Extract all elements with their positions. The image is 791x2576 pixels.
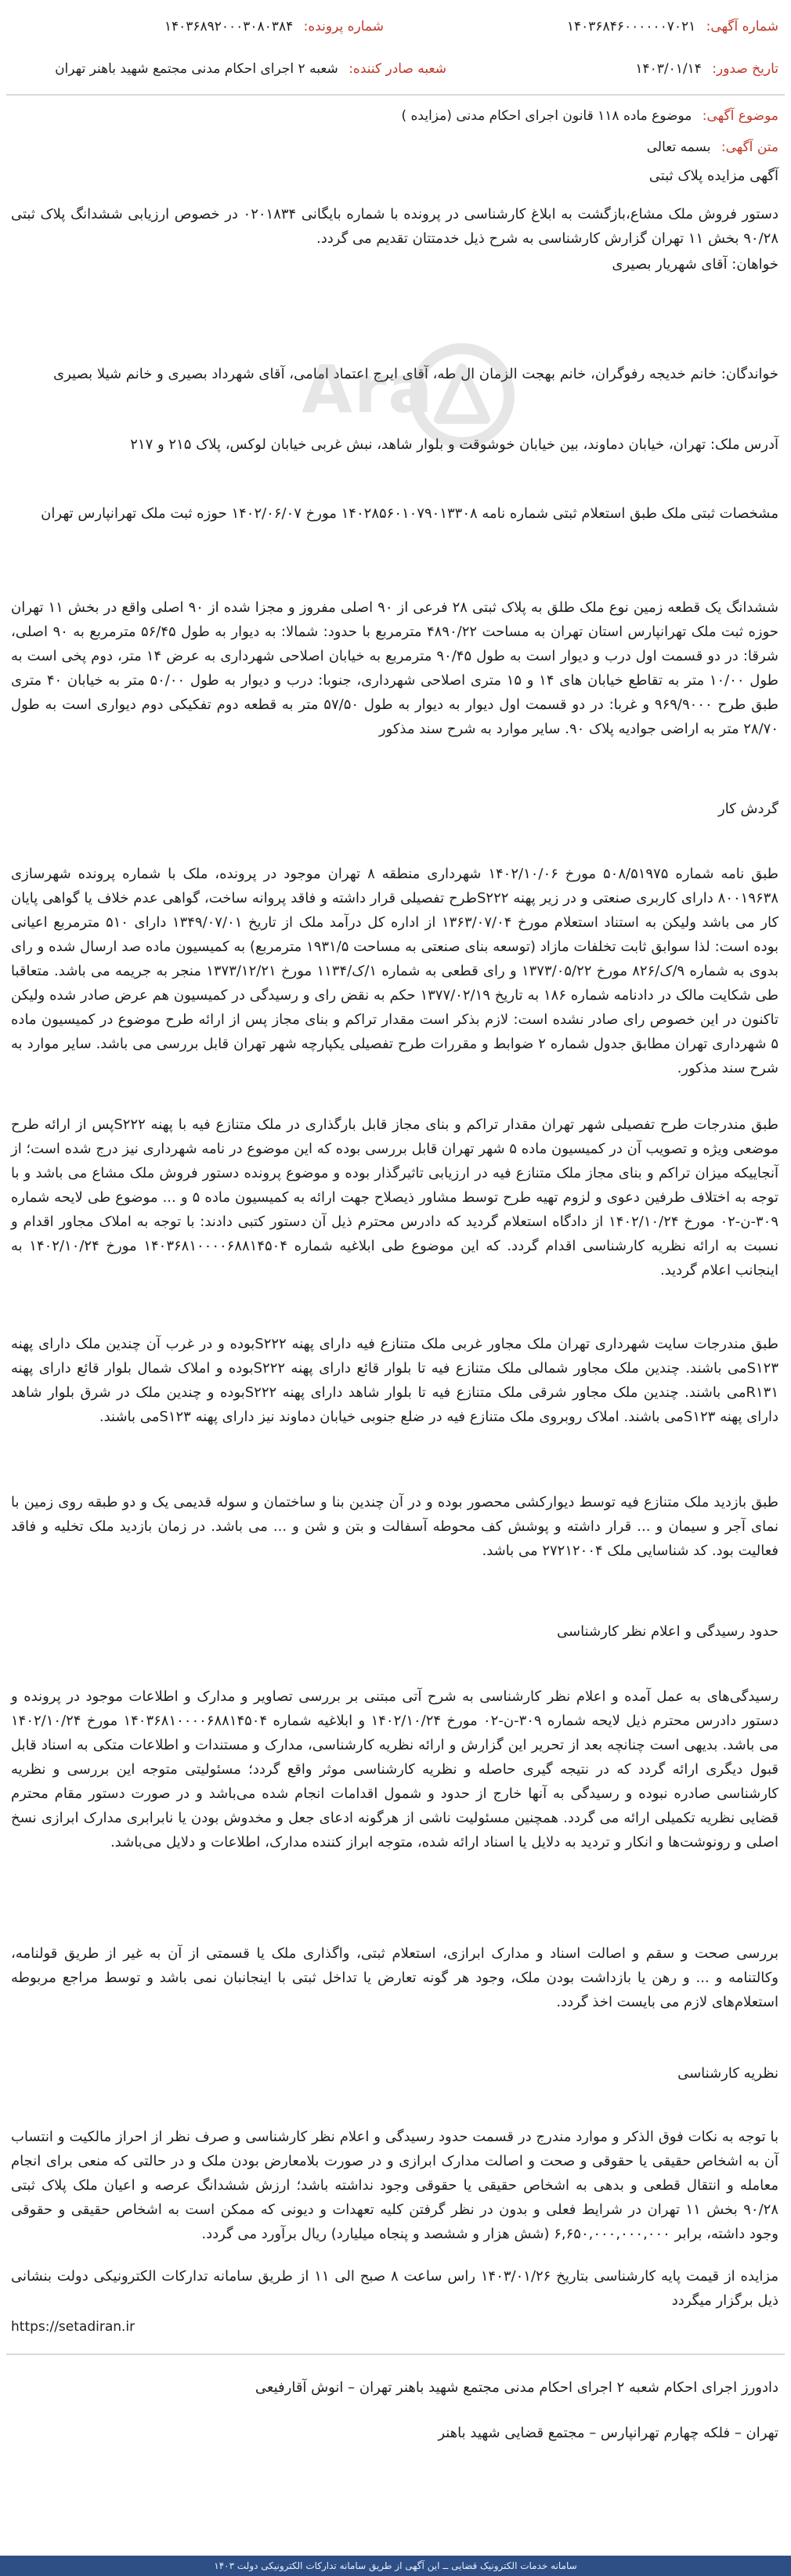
paragraph-gardesh-kar: طبق نامه شماره ۵۰۸/۵۱۹۷۵ مورخ ۱۴۰۲/۱۰/۰۶ شهرداری منطقه ۸ تهران موجود در پرونده، ملک با شماره پرونده شهرسازی ۸۰۰۱۹۶۳۸ دارای کاربری صنعتی و در زیر پهنه S۲۲۲طرح تفصیلی قرار داشته و فاقد پروانه ساخت، گواهی عدم خلاف یا گواهی پایان کار می باشد ولیکن به استناد استعلام مورخ ۱۳۶۳/۰۷/۰۴ از اداره کل درآمد ملک از تاریخ ۱۳۴۹/۰۷/۰۱ دارای ۵۱۰ مترمربع اعیانی بوده است: لذا سوابق ثابت تخلفات مازاد (توسعه بنای صنعتی به مساحت ۱۹۳۱/۵ مترمربع) به کمیسیون ماده صد ارسال شده و رای بدوی به شماره ۹/ک/۸۲۶ مورخ ۱۳۷۳/۰۵/۲۲ و رای قطعی به شماره ۱/ک/۱۱۳۴ مورخ ۱۳۷۳/۱۲/۲۱ منجر به جریمه می باشد. متعاقبا طی شکایت مالک در دادنامه شماره ۱۸۶ به تاریخ ۱۳۷۷/۰۲/۱۹ حکم به نقض رای و رسیدگی در کمیسیون هم عرض صادر شده ولیکن تاکنون در این خصوص رای صادر نشده است: لازم بذکر است مقدار تراکم و بنای مجاز پس از ارائه طرح موضوع در کمیسیون ماده ۵ شهرداری تهران مطابق جدول شماره ۲ ضوابط و مقررات طرح تفصیلی یکپارچه شهر تهران قابل بررسی می باشد. سایر موارد به شرح سند مذکور. [11, 866, 779, 1076]
ad-number [567, 19, 778, 34]
ad-number-value: ۱۴۰۳۶۸۴۶۰۰۰۰۰۰۷۰۲۱ [566, 19, 696, 34]
signer-address-line: تهران – فلکه چهارم تهرانپارس – مجتمع قضایی شهید باهنر [438, 2425, 778, 2441]
defendants-line: خواندگان: خانم خدیجه رفوگران، خانم بهجت الزمان ال طه، آقای ایرج اعتماد امامی، آقای شهرداد بصیری و خانم شیلا بصیری [53, 366, 778, 382]
footer-divider [6, 2353, 785, 2355]
subject-label: موضوع آگهی: [702, 108, 778, 124]
issuing-branch-value: شعبه ۲ اجرای احکام مدنی مجتمع شهید باهنر تهران [55, 61, 338, 77]
description-paragraph: ششدانگ یک قطعه زمین نوع ملک طلق به پلاک ثبتی ۲۸ فرعی از ۹۰ اصلی مفروز و مجزا شده از ۹۰ اصلی واقع در بخش ۱۱ تهران حوزه ثبت ملک تهرانپارس استان تهران به مساحت ۴۸۹۰/۲۲ مترمربع با حدود: شمالا: به دیوار به طول ۵۶/۴۵ مترمربع به ۹۰ اصلی، شرقا: در دو قسمت اول درب و دیوار است به طول ۹۰/۴۵ مترمربع به خیابان اصلاحی شهرداری به عرض ۱۴ متر، دوم پخی است به طول ۱۰/۰۰ متر به تقاطع خیابان های ۱۴ و ۱۵ متری اصلاحی شهرداری، جنوبا: درب و دیوار به طول ۵۰/۰۰ متر به خیابان ۴۰ متری طبق طرح ۹۶۹/۹۰۰۰ و غربا: در دو قسمت اول دیوار به دیوار به طول ۵۷/۵۰ متر به قطعه دوم تفکیکی دوم دیواری است به طول ۲۸/۷۰ متر به اراضی جوادیه پلاک ۹۰. سایر موارد به شرح سند مذکور [11, 599, 779, 737]
paragraph-tarh-tafsili: طبق مندرجات طرح تفصیلی شهر تهران مقدار تراکم و بنای مجاز قابل بارگذاری در ملک متنازع فیه با پهنه S۲۲۲پس از ارائه طرح موضعی ویژه و تصویب آن در کمیسیون ماده ۵ شهر تهران قابل بررسی بوده که این موضوع در نامه شهرداری نیز درج شده است؛ از آنجاییکه میزان تراکم و بنای مجاز ملک متنازع فیه در ارزیابی تاثیرگذار بوده و موضوع پرونده دستور فروش ملک مشاع می باشد و با توجه به اختلاف طرفین دعوی و لزوم تهیه طرح توسط مشاور ذیصلاح جهت ارائه به کمیسیون ماده ۵ و ... موضوع طی لایحه شماره ۳۰۹-ن-۰۲ مورخ ۱۴۰۲/۱۰/۲۴ از دادگاه استعلام گردید که دادرس محترم ذیل آن دستور کتبی دادند: با توجه به املاک مجاور اقدام و نسبت به ارائه نظریه کارشناسی اقدام گردد. که این موضوع طی ابلاغیه شماره ۱۴۰۳۶۸۱۰۰۰۰۶۸۸۱۴۵۰۴ مورخ ۱۴۰۲/۱۰/۲۴ به اینجانب اعلام گردید. [11, 1116, 779, 1279]
claimant-line: خواهان: آقای شهریار بصیری [612, 256, 778, 273]
case-number-label: شماره پرونده: [303, 19, 384, 34]
header-divider [6, 94, 785, 96]
paragraph-mozayede: مزایده از قیمت پایه کارشناسی بتاریخ ۱۴۰۳/۰۱/۲۶ راس ساعت ۸ صبح الی ۱۱ از طریق سامانه تدارکات الکترونیکی دولت بنشانی ذیل برگزار میگردد [11, 2268, 779, 2309]
subject-value: موضوع ماده ۱۱۸ قانون اجرای احکام مدنی (مزایده ) [401, 108, 692, 124]
case-number-value: ۱۴۰۳۶۸۹۲۰۰۰۳۰۸۰۳۸۴ [164, 19, 294, 34]
signer-line: دادورز اجرای احکام شعبه ۲ اجرای احکام مدنی مجتمع شهید باهنر تهران – انوش آقارفیعی [255, 2379, 778, 2396]
issuing-branch-label: شعبه صادر کننده: [349, 61, 446, 77]
heading-gardesh-kar: گردش کار [718, 801, 778, 817]
ad-number-label: شماره آگهی: [706, 19, 778, 34]
issue-date [635, 61, 778, 77]
watermark-text: Ara [302, 351, 435, 428]
issue-date-value: ۱۴۰۳/۰۱/۱۴ [635, 61, 702, 77]
bottom-banner: سامانه خدمات الکترونیک قضایی ــ این آگهی از طریق سامانه تدارکات الکترونیکی دولت ۱۴۰۳ [0, 2556, 791, 2576]
heading-nazarieh: نظریه کارشناسی [677, 2065, 778, 2082]
intro-paragraph: دستور فروش ملک مشاع،بازگشت به ابلاغ کارشناسی در پرونده با شماره بایگانی ۰۲۰۱۸۳۴ در خصوص ارزیابی ششدانگ پلاک ثبتی ۹۰/۲۸ بخش ۱۱ تهران گزارش کارشناسی به شرح ذیل خدمتتان تقدیم می گردد. [11, 206, 778, 247]
address-line: آدرس ملک: تهران، خیابان دماوند، بین خیابان خوشوقت و بلوار شاهد، نبش غربی خیابان لوکس، پلاک ۲۱۵ و ۲۱۷ [130, 436, 778, 453]
besmeh-text: بسمه تعالی [646, 139, 711, 155]
ad-subject [401, 108, 778, 124]
issuing-branch [55, 61, 446, 77]
issue-date-label: تاریخ صدور: [712, 61, 778, 77]
setad-link[interactable]: https://setadiran.ir [11, 2319, 135, 2335]
paragraph-bazdid: طبق بازدید ملک متنازع فیه توسط دیوارکشی محصور بوده و در آن چندین بنا و ساختمان و سوله قدیمی یک و دو طبقه روی زمین با نمای آجر و سیمان و ... قرار داشته و پوشش کف محوطه آسفالت و بتن و شن و ... می باشد. در زمان بازدید ملک تخلیه و فاقد فعالیت بود. کد شناسایی ملک ۲۷۲۱۲۰۰۴ می باشد. [11, 1494, 778, 1559]
ad-body-heading [647, 139, 778, 155]
paragraph-hodud-residegi: رسیدگی‌های به عمل آمده و اعلام نظر کارشناسی به شرح آتی مبتنی بر بررسی تصاویر و مدارک و اطلاعات موجود در پرونده و دستور دادرس محترم ذیل لایحه شماره ۳۰۹-ن-۰۲ مورخ ۱۴۰۲/۱۰/۲۴ و ابلاغیه شماره ۱۴۰۳۶۸۱۰۰۰۰۶۸۸۱۴۵۰۴ مورخ ۱۴۰۲/۱۰/۲۴ می باشد. بدیهی است چنانچه بعد از تحریر این گزارش و ارائه نظریه کارشناسی، مدارک و مستندات و اطلاعات متکی به اسناد قابل قبول دیگری ارائه گردد که در نتیجه گیری حاصله و نظریه کارشناسی موثر واقع گردد؛ مسئولیتی متوجه این بررسی و نظریه کارشناسی صادره نبوده و رسیدگی به آنها خارج از حدود و شمول اقدامات انجام شده می‌باشد و در صورت دستور مقام محترم قضایی نظریه تکمیلی ارائه می گردد. همچنین مسئولیت ناشی از هرگونه ادعای جعل و مخدوش بودن یا نابرابری مدارک ابرازی نسخ اصلی و رونوشت‌ها و انکار و تردید به دلایل یا اسناد ارائه شده، متوجه ابراز کننده مدارک، اطلاعات و دلایل می‌باشد. [11, 1688, 778, 1851]
paragraph-nazarieh: با توجه به نکات فوق الذکر و موارد مندرج در قسمت حدود رسیدگی و اعلام نظر کارشناسی و صرف نظر از احراز مالکیت و انتساب آن به اشخاص حقیقی یا حقوقی و صحت و اصالت مدارک ابرازی و در صورت بلامعارض بودن ملک و در حالتی که منعی برای انجام معامله و انتقال قطعی و بدهی به اشخاص حقیقی یا حقوقی وجود نداشته باشد؛ ارزش ششدانگ عرصه و اعیان ملک پلاک ثبتی ۹۰/۲۸ بخش ۱۱ تهران در شرایط فعلی و بدون در نظر گرفتن کلیه تعهدات و دیونی که ممکن است به اشخاص حقیقی و حقوقی وجود داشته، برابر ۶,۶۵۰,۰۰۰,۰۰۰,۰۰۰ (شش هزار و ششصد و پنجاه میلیارد) ریال برآورد می گردد. [11, 2129, 778, 2242]
ad-header [0, 8, 791, 86]
ad-body-label: متن آگهی: [721, 139, 778, 155]
ad-title: آگهی مزایده پلاک ثبتی [648, 168, 778, 184]
registration-paragraph: مشخصات ثبتی ملک طبق استعلام ثبتی شماره نامه ۱۴۰۲۸۵۶۰۱۰۷۹۰۱۳۳۰۸ مورخ ۱۴۰۲/۰۶/۰۷ حوزه ثبت ملک تهرانپارس تهران [41, 505, 778, 522]
heading-hodud-residegi: حدود رسیدگی و اعلام نظر کارشناسی [557, 1623, 778, 1640]
paragraph-site-shahrdari: طبق مندرجات سایت شهرداری تهران ملک مجاور غربی ملک متنازع فیه دارای پهنه S۲۲۲بوده و در غرب آن چندین ملک دارای پهنه S۱۲۳می باشند. چندین ملک مجاور شمالی ملک متنازع فیه تا بلوار قائع دارای پهنه S۲۲۲بوده و املاک شمال بلوار قائع دارای پهنه R۱۳۱می باشند. چندین ملک مجاور شرقی ملک متنازع فیه تا بلوار شاهد دارای پهنه S۲۲۲بوده و چندین ملک در شرق بلوار شاهد دارای پهنه S۱۲۳می باشند. املاک روبروی ملک متنازع فیه در ضلع جنوبی خیابان دماوند نیز دارای پهنه S۱۲۳می باشند. [11, 1336, 778, 1425]
case-number [164, 19, 384, 34]
paragraph-sehat-asnad: بررسی صحت و سقم و اصالت اسناد و مدارک ابرازی، استعلام ثبتی، واگذاری ملک یا قسمتی از آن به غیر از طریق قولنامه، وکالتنامه و ... و رهن یا بازداشت بودن ملک، وجود هر گونه تعارض یا تداخل ثبتی با اینجانبان نمی باشد و توسط مراجع مربوطه استعلام‌های لازم می بایست اخذ گردد. [11, 1945, 778, 2010]
